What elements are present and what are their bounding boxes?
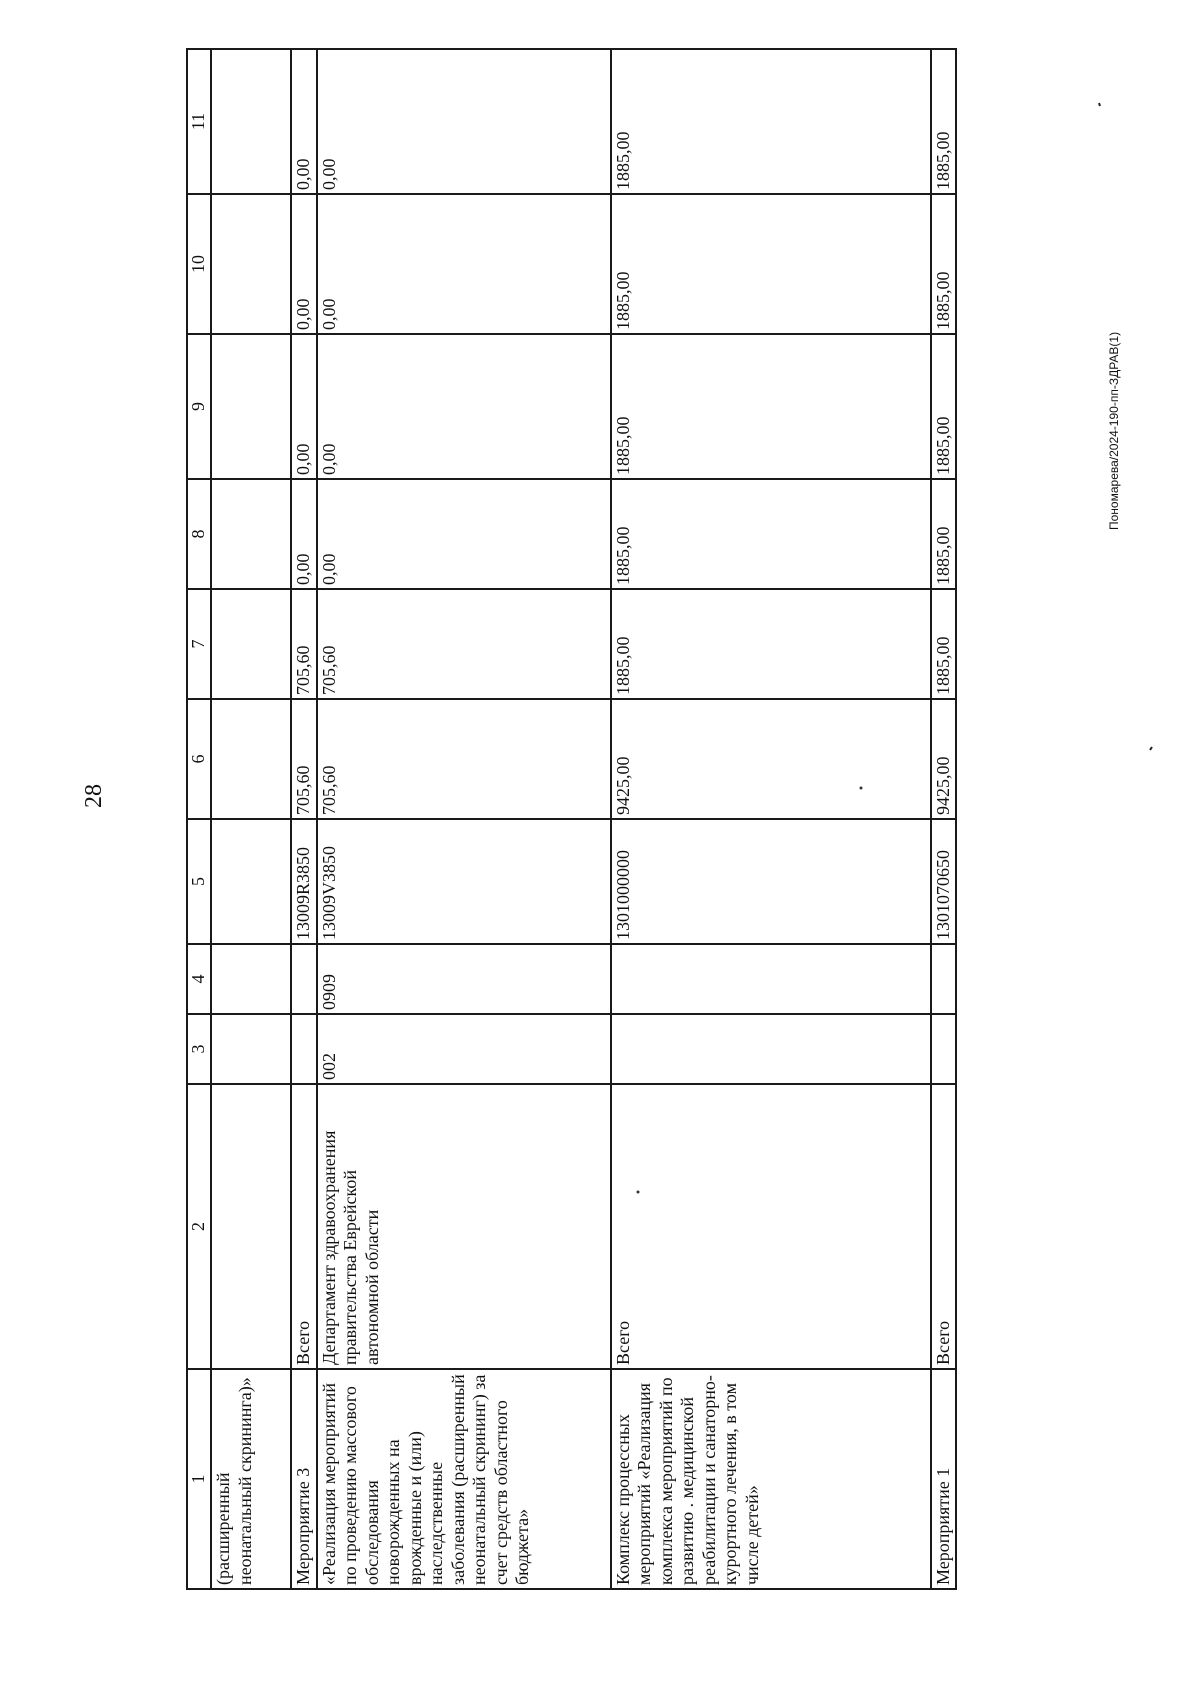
col-header-5: 5 bbox=[187, 819, 211, 944]
cell-year-1 bbox=[211, 589, 291, 699]
cell-program-name: Мероприятие 1 bbox=[931, 1369, 957, 1589]
table-row bbox=[211, 49, 291, 1589]
cell-grbs: 002 bbox=[317, 1014, 611, 1084]
cell-year-5: 1885,00 bbox=[611, 49, 931, 194]
cell-year-1: 705,60 bbox=[317, 589, 611, 699]
cell-section: 0909 bbox=[317, 944, 611, 1014]
cell-target-item: 1301000000 bbox=[611, 819, 931, 944]
cell-year-1: 1885,00 bbox=[931, 589, 957, 699]
header-row bbox=[187, 49, 211, 1589]
col-header-7: 7 bbox=[187, 589, 211, 699]
cell-year-3 bbox=[211, 334, 291, 479]
cell-target-item: 13009V3850 bbox=[317, 819, 611, 944]
table-row bbox=[291, 49, 317, 1589]
cell-year-3: 0,00 bbox=[317, 334, 611, 479]
table-row bbox=[931, 49, 957, 1589]
cell-executor: Всего bbox=[291, 1084, 317, 1369]
cell-year-4 bbox=[211, 194, 291, 334]
cell-year-1: 1885,00 bbox=[611, 589, 931, 699]
cell-section bbox=[931, 944, 957, 1014]
cell-year-5: 0,00 bbox=[291, 49, 317, 194]
document-code: Пономарева/2024-190-пп-ЗДРАВ(1) bbox=[1107, 331, 1121, 530]
rotated-table-container bbox=[186, 50, 1056, 1590]
col-header-8: 8 bbox=[187, 479, 211, 589]
cell-year-3: 0,00 bbox=[291, 334, 317, 479]
table-row bbox=[611, 49, 931, 1589]
cell-executor bbox=[211, 1084, 291, 1369]
cell-target-item: 1301070650 bbox=[931, 819, 957, 944]
cell-total-amount: 705,60 bbox=[317, 699, 611, 819]
cell-year-3: 1885,00 bbox=[931, 334, 957, 479]
cell-section bbox=[611, 944, 931, 1014]
col-header-10: 10 bbox=[187, 194, 211, 334]
cell-year-4: 1885,00 bbox=[611, 194, 931, 334]
cell-year-2: 1885,00 bbox=[611, 479, 931, 589]
cell-total-amount: 9425,00 bbox=[931, 699, 957, 819]
col-header-2: 2 bbox=[187, 1084, 211, 1369]
cell-executor: Департамент здравоохранения правительства Еврейской автономной области bbox=[317, 1084, 611, 1369]
col-header-4: 4 bbox=[187, 944, 211, 1014]
cell-program-name: (расширенный неонатальный скрининга)» bbox=[211, 1369, 291, 1589]
cell-total-amount: 705,60 bbox=[291, 699, 317, 819]
cell-section bbox=[211, 944, 291, 1014]
cell-grbs bbox=[291, 1014, 317, 1084]
cell-total-amount bbox=[211, 699, 291, 819]
cell-year-4: 0,00 bbox=[317, 194, 611, 334]
cell-year-5: 0,00 bbox=[317, 49, 611, 194]
cell-target-item: 13009R3850 bbox=[291, 819, 317, 944]
cell-year-5 bbox=[211, 49, 291, 194]
cell-grbs bbox=[211, 1014, 291, 1084]
cell-grbs bbox=[931, 1014, 957, 1084]
table-row bbox=[317, 49, 611, 1589]
cell-grbs bbox=[611, 1014, 931, 1084]
cell-executor: Всего bbox=[931, 1084, 957, 1369]
cell-year-5: 1885,00 bbox=[931, 49, 957, 194]
cell-year-2: 1885,00 bbox=[931, 479, 957, 589]
cell-program-name: Мероприятие 3 bbox=[291, 1369, 317, 1589]
cell-target-item bbox=[211, 819, 291, 944]
cell-year-4: 1885,00 bbox=[931, 194, 957, 334]
cell-year-2 bbox=[211, 479, 291, 589]
col-header-3: 3 bbox=[187, 1014, 211, 1084]
col-header-6: 6 bbox=[187, 699, 211, 819]
cell-section bbox=[291, 944, 317, 1014]
cell-year-3: 1885,00 bbox=[611, 334, 931, 479]
cell-total-amount: 9425,00 bbox=[611, 699, 931, 819]
budget-table bbox=[186, 48, 957, 1590]
cell-executor: Всего bbox=[611, 1084, 931, 1369]
col-header-1: 1 bbox=[187, 1369, 211, 1589]
cell-year-2: 0,00 bbox=[317, 479, 611, 589]
cell-program-name: «Реализация мероприятий по проведению массового обследования новорожденных на врожденные и (или) наследственные заболевания (расширенный неонатальный скрининг) за счет средств областного бюджета» bbox=[317, 1369, 611, 1589]
cell-year-1: 705,60 bbox=[291, 589, 317, 699]
cell-program-name: Комплекс процессных мероприятий «Реализация комплекса мероприятий по развитию . медицинской реабилитации и санаторно-курортного лечения, в том числе детей» bbox=[611, 1369, 931, 1589]
col-header-9: 9 bbox=[187, 334, 211, 479]
cell-year-4: 0,00 bbox=[291, 194, 317, 334]
cell-year-2: 0,00 bbox=[291, 479, 317, 589]
col-header-11: 11 bbox=[187, 49, 211, 194]
page-number: 28 bbox=[81, 784, 107, 808]
